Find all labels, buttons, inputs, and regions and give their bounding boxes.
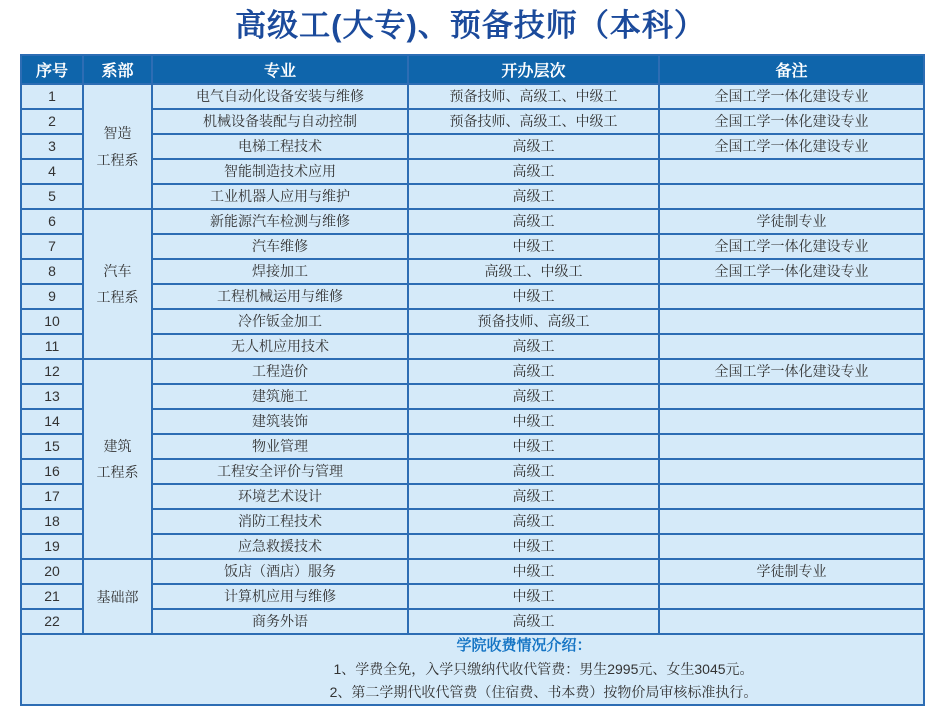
row-number-cell: 2 [21, 109, 83, 134]
remark-cell [659, 159, 924, 184]
level-cell: 高级工 [408, 384, 659, 409]
fees-item-2: 2、第二学期代收代管费（住宿费、书本费）按物价局审核标准执行。 [329, 683, 758, 700]
row-number-cell: 3 [21, 134, 83, 159]
remark-cell: 全国工学一体化建设专业 [659, 359, 924, 384]
department-cell [83, 359, 152, 559]
remark-cell: 学徒制专业 [659, 209, 924, 234]
remark-cell [659, 284, 924, 309]
level-cell: 高级工 [408, 459, 659, 484]
table-row [21, 484, 924, 509]
header-dept: 系部 [83, 55, 152, 84]
level-cell: 中级工 [408, 409, 659, 434]
fees-row [21, 634, 924, 705]
remark-cell: 全国工学一体化建设专业 [659, 259, 924, 284]
major-cell: 电气自动化设备安装与维修 [152, 84, 408, 109]
remark-cell [659, 509, 924, 534]
table-header [21, 55, 924, 84]
level-cell: 预备技师、高级工 [408, 309, 659, 334]
level-cell: 高级工 [408, 334, 659, 359]
remark-cell [659, 384, 924, 409]
row-number-cell: 20 [21, 559, 83, 584]
table-row [21, 559, 924, 584]
remark-cell [659, 609, 924, 634]
major-cell: 工业机器人应用与维护 [152, 184, 408, 209]
department-name-line: 工程系 [96, 464, 139, 481]
major-cell: 消防工程技术 [152, 509, 408, 534]
row-number-cell: 17 [21, 484, 83, 509]
row-number-cell: 8 [21, 259, 83, 284]
department-name-line: 汽车 [103, 262, 132, 279]
remark-cell [659, 534, 924, 559]
row-number-cell: 16 [21, 459, 83, 484]
department-name-line: 工程系 [96, 151, 139, 168]
level-cell: 高级工 [408, 134, 659, 159]
remark-cell [659, 184, 924, 209]
row-number-cell: 21 [21, 584, 83, 609]
table-row [21, 384, 924, 409]
row-number-cell: 14 [21, 409, 83, 434]
level-cell: 预备技师、高级工、中级工 [408, 109, 659, 134]
major-cell: 建筑施工 [152, 384, 408, 409]
table-row [21, 209, 924, 234]
header-level: 开办层次 [408, 55, 659, 84]
row-number-cell: 19 [21, 534, 83, 559]
remark-cell [659, 409, 924, 434]
major-cell: 无人机应用技术 [152, 334, 408, 359]
remark-cell [659, 584, 924, 609]
major-cell: 计算机应用与维修 [152, 584, 408, 609]
major-cell: 工程安全评价与管理 [152, 459, 408, 484]
level-cell: 中级工 [408, 559, 659, 584]
department-name-line: 建筑 [103, 437, 132, 454]
major-cell: 机械设备装配与自动控制 [152, 109, 408, 134]
row-number-cell: 9 [21, 284, 83, 309]
major-cell: 电梯工程技术 [152, 134, 408, 159]
row-number-cell: 10 [21, 309, 83, 334]
table-footer [21, 634, 924, 705]
row-number-cell: 7 [21, 234, 83, 259]
level-cell: 高级工 [408, 359, 659, 384]
remark-cell [659, 309, 924, 334]
major-cell: 焊接加工 [152, 259, 408, 284]
department-name-line: 基础部 [96, 588, 139, 605]
major-cell: 物业管理 [152, 434, 408, 459]
table-row [21, 434, 924, 459]
row-number-cell: 5 [21, 184, 83, 209]
row-number-cell: 12 [21, 359, 83, 384]
header-row [21, 55, 924, 84]
row-number-cell: 11 [21, 334, 83, 359]
remark-cell: 全国工学一体化建设专业 [659, 109, 924, 134]
table-row [21, 309, 924, 334]
level-cell: 高级工 [408, 609, 659, 634]
row-number-cell: 4 [21, 159, 83, 184]
remark-cell [659, 484, 924, 509]
table-row [21, 84, 924, 109]
header-no: 序号 [21, 55, 83, 84]
level-cell: 高级工 [408, 184, 659, 209]
table-row [21, 134, 924, 159]
page-title: 高级工(大专)、预备技师（本科） [235, 8, 706, 43]
fees-cell [21, 634, 924, 705]
programs-table [20, 54, 925, 706]
row-number-cell: 1 [21, 84, 83, 109]
table-row [21, 259, 924, 284]
table-row [21, 284, 924, 309]
major-cell: 冷作钣金加工 [152, 309, 408, 334]
row-number-cell: 13 [21, 384, 83, 409]
level-cell: 中级工 [408, 584, 659, 609]
table-row [21, 459, 924, 484]
level-cell: 中级工 [408, 234, 659, 259]
row-number-cell: 6 [21, 209, 83, 234]
department-name-line: 智造 [103, 125, 132, 142]
row-number-cell: 18 [21, 509, 83, 534]
table-row [21, 509, 924, 534]
table-row [21, 359, 924, 384]
remark-cell: 全国工学一体化建设专业 [659, 234, 924, 259]
level-cell: 高级工、中级工 [408, 259, 659, 284]
level-cell: 预备技师、高级工、中级工 [408, 84, 659, 109]
major-cell: 新能源汽车检测与维修 [152, 209, 408, 234]
table-row [21, 159, 924, 184]
major-cell: 环境艺术设计 [152, 484, 408, 509]
row-number-cell: 15 [21, 434, 83, 459]
department-cell [83, 209, 152, 359]
major-cell: 应急救援技术 [152, 534, 408, 559]
major-cell: 工程造价 [152, 359, 408, 384]
department-cell [83, 84, 152, 209]
table-row [21, 609, 924, 634]
table-row [21, 584, 924, 609]
remark-cell [659, 434, 924, 459]
header-remark: 备注 [659, 55, 924, 84]
department-name-line: 工程系 [96, 289, 139, 306]
major-cell: 工程机械运用与维修 [152, 284, 408, 309]
level-cell: 中级工 [408, 434, 659, 459]
remark-cell: 全国工学一体化建设专业 [659, 134, 924, 159]
level-cell: 高级工 [408, 209, 659, 234]
major-cell: 智能制造技术应用 [152, 159, 408, 184]
remark-cell: 全国工学一体化建设专业 [659, 84, 924, 109]
fees-item-1: 1、学费全免，入学只缴纳代收代管费：男生2995元、女生3045元。 [333, 660, 754, 677]
major-cell: 建筑装饰 [152, 409, 408, 434]
remark-cell: 学徒制专业 [659, 559, 924, 584]
header-major: 专业 [152, 55, 408, 84]
major-cell: 饭店（酒店）服务 [152, 559, 408, 584]
table-row [21, 534, 924, 559]
level-cell: 中级工 [408, 534, 659, 559]
table-body [21, 84, 924, 634]
table-row [21, 109, 924, 134]
major-cell: 汽车维修 [152, 234, 408, 259]
department-cell [83, 559, 152, 634]
major-cell: 商务外语 [152, 609, 408, 634]
remark-cell [659, 334, 924, 359]
table-row [21, 334, 924, 359]
table-row [21, 184, 924, 209]
level-cell: 高级工 [408, 159, 659, 184]
level-cell: 高级工 [408, 484, 659, 509]
table-row [21, 234, 924, 259]
table-row [21, 409, 924, 434]
level-cell: 中级工 [408, 284, 659, 309]
fees-heading: 学院收费情况介绍： [456, 637, 592, 655]
row-number-cell: 22 [21, 609, 83, 634]
remark-cell [659, 459, 924, 484]
level-cell: 高级工 [408, 509, 659, 534]
